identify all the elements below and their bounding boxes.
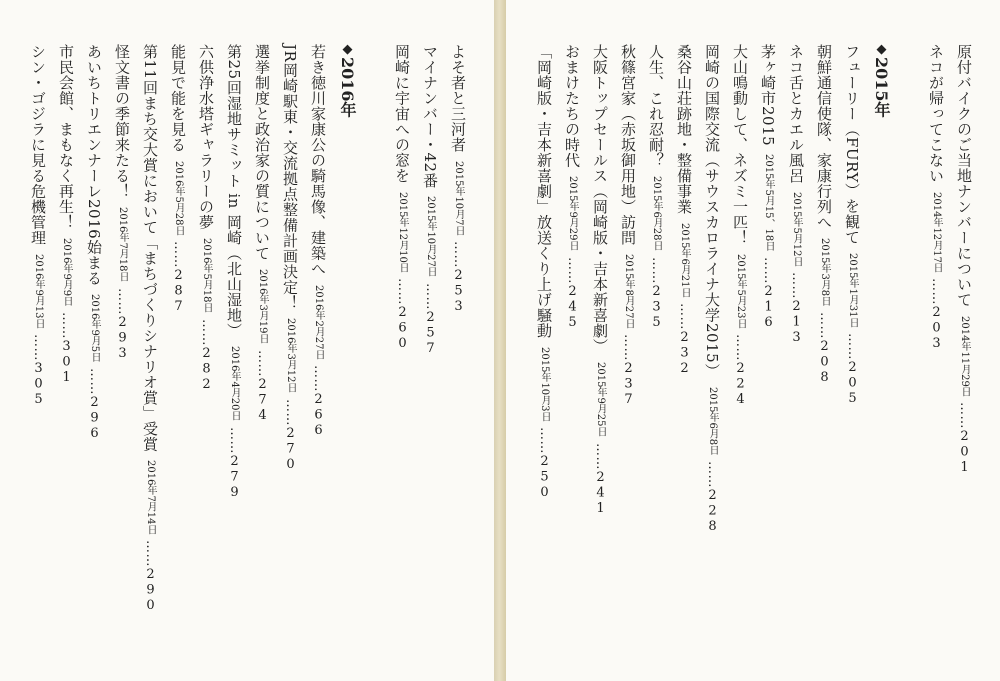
book-gutter [494, 0, 506, 681]
toc-entry: シン・ゴジラに見る危機管理2016年9月13日……305 [29, 44, 47, 408]
toc-entry: 人生、これ忍耐？2015年6月28日……235 [647, 44, 665, 331]
toc-entry: 原付バイクのご当地ナンバーについて2014年11月29日……201 [955, 44, 973, 476]
toc-entry: 朝鮮通信使隊、家康行列へ2015年3月8日……208 [815, 44, 833, 386]
toc-entry: よそ者と三河者2015年10月7日……253 [449, 44, 467, 315]
toc-entry: あいちトリエンナーレ2016始まる2016年9月5日……296 [85, 44, 103, 442]
toc-entry: 怪文書の季節来たる！2016年7月18日……293 [113, 44, 131, 362]
toc-entry: ネコが帰ってこない2014年12月17日……203 [927, 44, 945, 352]
toc-entry: JR岡崎駅東・交流拠点整備計画決定！2016年3月12日……270 [281, 44, 299, 473]
toc-entry: 茅ヶ崎市20152015年5月15、18日……216 [759, 44, 777, 331]
toc-entry: 岡崎の国際交流（サウスカロライナ大学2015）2015年6月8日……228 [703, 44, 721, 535]
toc-entry: 市民会館、まもなく再生！2016年9月9日……301 [57, 44, 75, 386]
toc-entry: 第11回まち交大賞において「まちづくりシナリオ賞」受賞2016年7月14日……290 [141, 44, 159, 614]
toc-entry: 岡崎に宇宙への窓を2015年12月10日……260 [393, 44, 411, 352]
toc-entry: フューリー（FURY）を観て2015年1月31日……205 [843, 44, 861, 407]
toc-entry: おまけたちの時代2015年9月29日……245 [563, 44, 581, 331]
toc-entry: 秋篠宮家（赤坂御用地）訪問2015年8月27日……237 [619, 44, 637, 408]
toc-entry: 桑谷山荘跡地・整備事業2015年6月21日……232 [675, 44, 693, 377]
toc-entry: 第25回湿地サミット in 岡崎（北山湿地）2016年4月20日……279 [225, 44, 243, 501]
toc-entry: 能見で能を見る2016年5月28日……287 [169, 44, 187, 315]
toc-entry: 大阪トップセールス（岡崎版・吉本新喜劇）2015年9月25日……241 [591, 44, 609, 517]
toc-entry: ネコ舌とカエル風呂2015年5月12日……213 [787, 44, 805, 346]
toc-entry: マイナンバー・42番2015年10月27日……257 [421, 44, 439, 357]
toc-entry: 大山鳴動して、ネズミ一匹！2015年5月23日……224 [731, 44, 749, 408]
toc-entry: 若き徳川家康公の騎馬像、建築へ2016年2月27日……266 [309, 44, 327, 439]
section-header-2015: ◆2015年 [872, 42, 891, 118]
toc-entry: 「岡崎版・吉本新喜劇」放送くり上げ騒動2015年10月3日……250 [535, 44, 553, 501]
toc-entry: 選挙制度と政治家の質について2016年3月19日……274 [253, 44, 271, 424]
toc-entry: 六供浄水塔ギャラリーの夢2016年5月18日……282 [197, 44, 215, 393]
section-header-2016: ◆2016年 [338, 42, 357, 118]
